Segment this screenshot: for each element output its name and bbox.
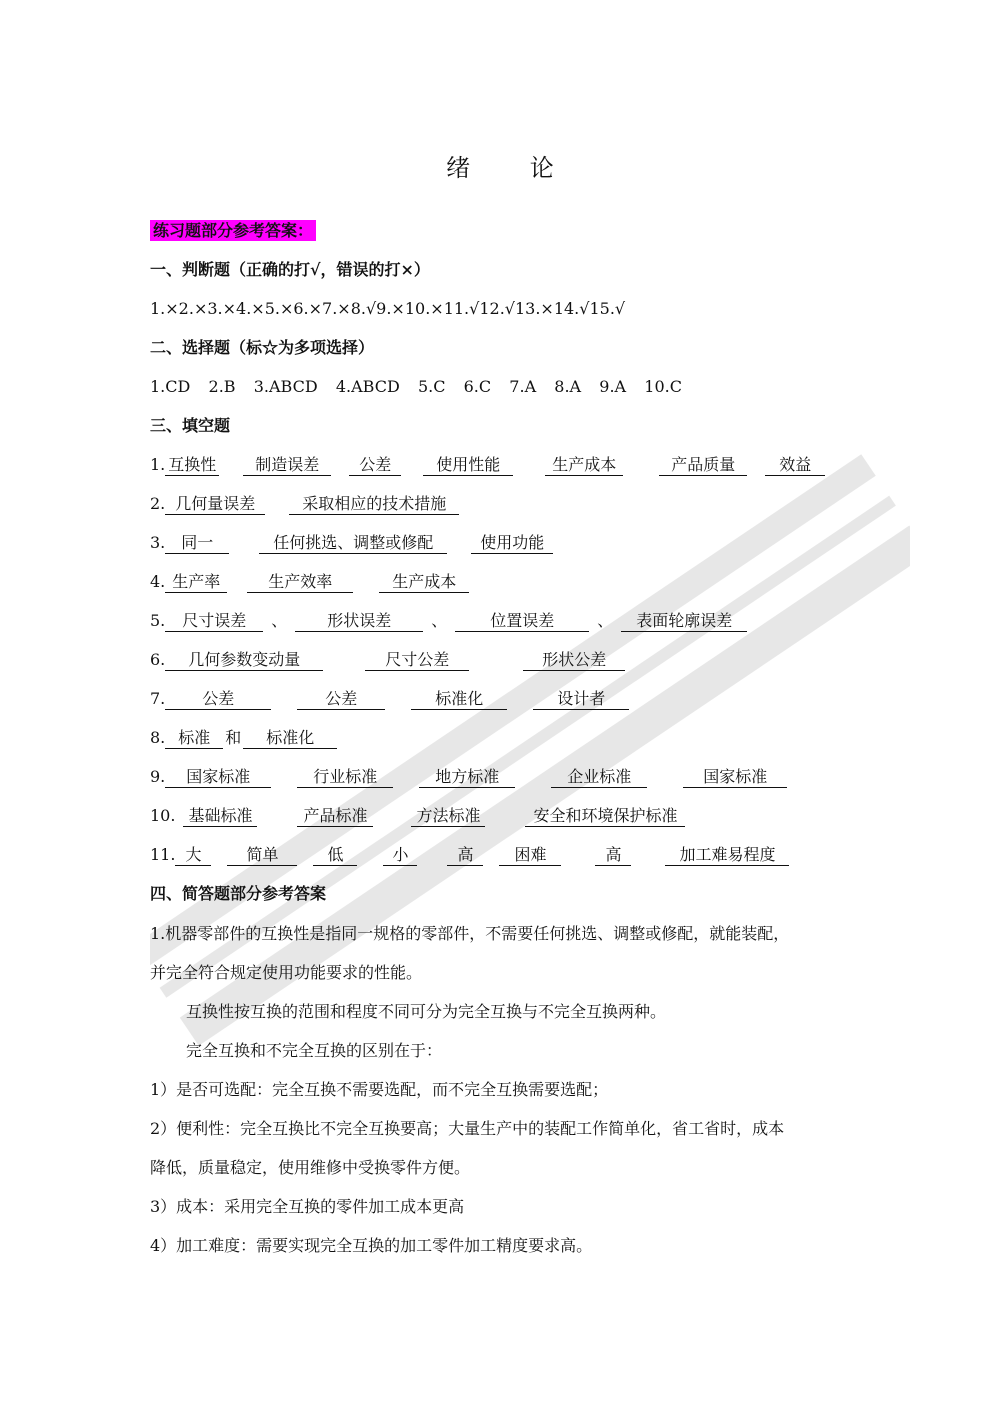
blank: 设计者: [533, 689, 629, 710]
blank: 互换性: [165, 455, 219, 476]
q-number: 8.: [150, 728, 166, 747]
blank: 生产成本: [545, 455, 623, 476]
blank: 行业标准: [297, 767, 393, 788]
fill-q4: [150, 571, 469, 593]
text-line: 2）便利性：完全互换比不完全互换要高；大量生产中的装配工作简单化，省工省时，成本: [150, 1119, 785, 1138]
fill-q11: [150, 844, 789, 866]
fill-q10: [150, 805, 685, 827]
q-number: 7.: [150, 689, 166, 708]
q-number: 6.: [150, 650, 166, 669]
separator: 、: [271, 611, 288, 630]
fill-q9: [150, 766, 787, 788]
fill-q3: [150, 532, 553, 554]
blank: 方法标准: [411, 806, 485, 827]
fill-q2: [150, 493, 459, 515]
blank: 表面轮廓误差: [621, 611, 747, 632]
fill-q7: [150, 688, 629, 710]
text-line: 1）是否可选配：完全互换不需要选配，而不完全互换需要选配；: [150, 1080, 609, 1099]
blank: 采取相应的技术措施: [289, 494, 459, 515]
blank: 几何参数变动量: [165, 650, 323, 671]
blank: 加工难易程度: [665, 845, 789, 866]
text-line: 完全互换和不完全互换的区别在于：: [186, 1041, 443, 1060]
section2-heading: 二、选择题（标☆为多项选择）: [150, 338, 375, 357]
blank: 标准: [165, 728, 223, 749]
blank: 同一: [165, 533, 229, 554]
blank: 制造误差: [243, 455, 331, 476]
blank: 困难: [499, 845, 561, 866]
blank: 低: [313, 845, 357, 866]
blank: 安全和环境保护标准: [525, 806, 685, 827]
answer-banner-row: [150, 220, 316, 242]
blank: 形状公差: [523, 650, 625, 671]
blank: 效益: [765, 455, 825, 476]
fill-q5: [150, 610, 747, 632]
text-line: 并完全符合规定使用功能要求的性能。: [150, 963, 423, 982]
blank: 高: [447, 845, 483, 866]
fill-q6: [150, 649, 625, 671]
text-line: 互换性按互换的范围和程度不同可分为完全互换与不完全互换两种。: [186, 1002, 667, 1021]
fill-q8: [150, 727, 337, 749]
q-number: 10.: [150, 806, 176, 825]
blank: 形状误差: [295, 611, 423, 632]
blank: 使用性能: [423, 455, 513, 476]
text-line: 4）加工难度：需要实现完全互换的加工零件加工精度要求高。: [150, 1236, 593, 1255]
blank: 尺寸公差: [365, 650, 469, 671]
separator: 、: [597, 611, 614, 630]
section4-heading: 四、简答题部分参考答案: [150, 884, 327, 903]
and-word: 和: [225, 728, 242, 747]
section1-heading: 一、判断题（正确的打√，错误的打×）: [150, 260, 430, 279]
answer-paragraph-1: [150, 914, 850, 1265]
q-number: 3.: [150, 533, 166, 552]
blank: 基础标准: [183, 806, 257, 827]
blank: 高: [595, 845, 631, 866]
blank: 标准化: [411, 689, 507, 710]
q-number: 4.: [150, 572, 166, 591]
section1-answers: 1.×2.×3.×4.×5.×6.×7.×8.√9.×10.×11.√12.√13.×14.√15.√: [150, 299, 626, 318]
blank: 标准化: [243, 728, 337, 749]
blank: 使用功能: [471, 533, 553, 554]
answer-banner: 练习题部分参考答案：: [150, 220, 316, 241]
blank: 小: [383, 845, 417, 866]
text-line: 1.机器零部件的互换性是指同一规格的零部件，不需要任何挑选、调整或修配，就能装配，: [150, 924, 790, 943]
blank: 公差: [349, 455, 401, 476]
q-number: 9.: [150, 767, 166, 786]
text-line: 3）成本：采用完全互换的零件加工成本更高: [150, 1197, 465, 1216]
text-line: 降低，质量稳定，使用维修中受换零件方便。: [150, 1158, 471, 1177]
blank: 尺寸误差: [165, 611, 263, 632]
q-number: 5.: [150, 611, 166, 630]
blank: 产品质量: [659, 455, 747, 476]
blank: 地方标准: [419, 767, 515, 788]
blank: 产品标准: [297, 806, 373, 827]
blank: 公差: [297, 689, 385, 710]
blank: 生产率: [165, 572, 227, 593]
blank: 国家标准: [683, 767, 787, 788]
section3-heading: 三、填空题: [150, 416, 231, 435]
blank: 几何量误差: [165, 494, 265, 515]
page-title: 绪 论: [446, 154, 580, 182]
blank: 大: [175, 845, 211, 866]
blank: 任何挑选、调整或修配: [259, 533, 447, 554]
blank: 位置误差: [455, 611, 589, 632]
q-number: 1.: [150, 455, 166, 474]
separator: 、: [431, 611, 448, 630]
q-number: 11.: [150, 845, 176, 864]
blank: 生产效率: [247, 572, 353, 593]
fill-q1: [150, 454, 825, 476]
blank: 公差: [165, 689, 271, 710]
q-number: 2.: [150, 494, 166, 513]
blank: 国家标准: [165, 767, 271, 788]
blank: 企业标准: [551, 767, 647, 788]
section2-answers: 1.CD 2.B 3.ABCD 4.ABCD 5.C 6.C 7.A 8.A 9.A 10.C: [150, 377, 682, 396]
blank: 生产成本: [379, 572, 469, 593]
blank: 简单: [227, 845, 297, 866]
